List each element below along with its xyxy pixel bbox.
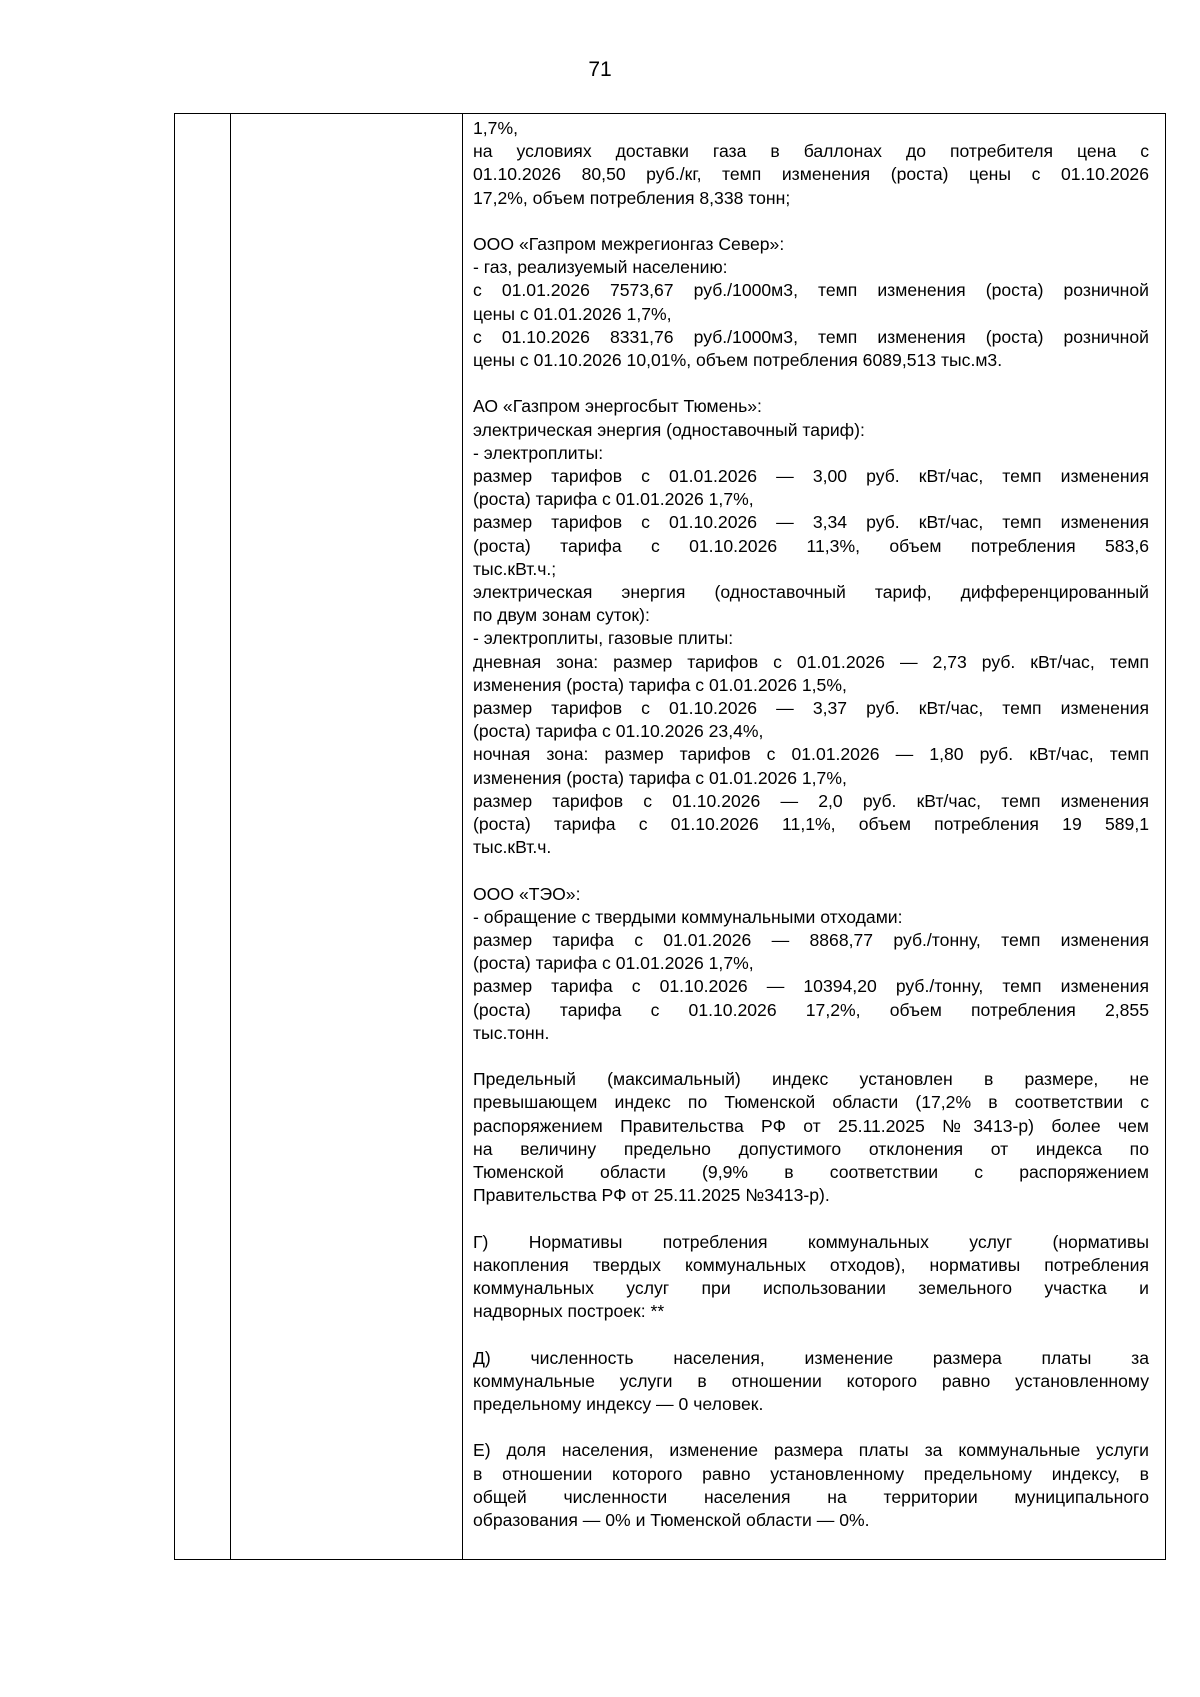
text-line: образования — 0% и Тюменской области — 0%.	[473, 1510, 870, 1531]
text-line: изменения (роста) тарифа с 01.01.2026 1,7%,	[473, 767, 847, 788]
text-line: цены с 01.01.2026 1,7%,	[473, 303, 672, 324]
text-line: - газ, реализуемый населению:	[473, 257, 728, 278]
text-line: распоряжением Правительства РФ от 25.11.2025 №3413-р) более чем	[473, 1115, 1149, 1136]
column-divider-2	[462, 114, 463, 1559]
text-line: Предельный (максимальный) индекс установлен в размере, не	[473, 1069, 1149, 1090]
text-line: превышающем индекс по Тюменской области (17,2% в соответствии с	[473, 1092, 1149, 1113]
text-line: тыс.кВт.ч.;	[473, 558, 557, 579]
text-line: с 01.10.2026 8331,76 руб./1000м3, темп изменения (роста) розничной	[473, 326, 1149, 347]
text-line: коммунальные услуги в отношении которого равно установленному	[473, 1370, 1149, 1391]
text-line: тыс.тонн.	[473, 1022, 550, 1043]
text-line: цены с 01.10.2026 10,01%, объем потребления 6089,513 тыс.м3.	[473, 350, 1003, 371]
text-line: размер тарифа с 01.10.2026 — 10394,20 руб./тонну, темп изменения	[473, 976, 1149, 997]
text-line: дневная зона: размер тарифов с 01.01.2026 — 2,73 руб. кВт/час, темп	[473, 651, 1149, 672]
text-line: ООО «Газпром межрегионгаз Север»:	[473, 234, 785, 254]
text-line: - электроплиты:	[473, 442, 604, 463]
text-line: размер тарифов с 01.10.2026 — 3,37 руб. кВт/час, темп изменения	[473, 698, 1149, 719]
text-line: Д) численность населения, изменение размера платы за	[473, 1347, 1149, 1368]
text-line: Правительства РФ от 25.11.2025 №3413-р).	[473, 1185, 830, 1206]
paragraph-gazprom-mezhregiongaz	[473, 233, 1149, 372]
text-line: 01.10.2026 80,50 руб./кг, темп изменения (роста) цены с 01.10.2026	[473, 164, 1149, 185]
text-line: накопления твердых коммунальных отходов), нормативы потребления	[473, 1254, 1149, 1275]
text-line: изменения (роста) тарифа с 01.01.2026 1,5%,	[473, 674, 847, 695]
text-line: (роста) тарифа с 01.10.2026 11,3%, объем потребления 583,6	[473, 535, 1149, 556]
paragraph-gazprom-energosbyt	[473, 395, 1149, 859]
text-line: общей численности населения на территории муниципального	[473, 1486, 1149, 1507]
text-line: электрическая энергия (одноставочный тариф, дифференцированный	[473, 582, 1149, 603]
text-line: Е) доля населения, изменение размера платы за коммунальные услуги	[473, 1440, 1149, 1461]
text-line: в отношении которого равно установленному предельному индексу, в	[473, 1463, 1149, 1484]
text-line: (роста) тарифа с 01.10.2026 11,1%, объем потребления 19 589,1	[473, 814, 1149, 835]
text-line: с 01.01.2026 7573,67 руб./1000м3, темп изменения (роста) розничной	[473, 280, 1149, 301]
text-line: ночная зона: размер тарифов с 01.01.2026 — 1,80 руб. кВт/час, темп	[473, 744, 1149, 765]
text-line: размер тарифа с 01.01.2026 — 8868,77 руб./тонну, темп изменения	[473, 930, 1149, 951]
text-line: на величину предельно допустимого отклонения от индекса по	[473, 1138, 1149, 1159]
text-line: (роста) тарифа с 01.10.2026 17,2%, объем потребления 2,855	[473, 999, 1149, 1020]
text-line: по двум зонам суток):	[473, 605, 650, 626]
text-line: электрическая энергия (одноставочный тариф):	[473, 419, 865, 440]
text-line: (роста) тарифа с 01.01.2026 1,7%,	[473, 953, 754, 974]
text-line: на условиях доставки газа в баллонах до потребителя цена с	[473, 141, 1149, 162]
text-line: (роста) тарифа с 01.01.2026 1,7%,	[473, 489, 754, 510]
paragraph-gas-cylinders	[473, 117, 1149, 210]
text-line: ООО «ТЭО»:	[473, 883, 581, 904]
page-number: 71	[588, 58, 612, 81]
paragraph-teo	[473, 883, 1149, 1045]
text-line: надворных построек: **	[473, 1301, 665, 1322]
text-line: (роста) тарифа с 01.10.2026 23,4%,	[473, 721, 764, 742]
text-line: коммунальных услуг при использовании земельного участка и	[473, 1278, 1149, 1299]
text-line: размер тарифов с 01.01.2026 — 3,00 руб. кВт/час, темп изменения	[473, 466, 1149, 487]
text-line: - обращение с твердыми коммунальными отходами:	[473, 906, 903, 927]
text-line: Тюменской области (9,9% в соответствии с распоряжением	[473, 1162, 1149, 1183]
paragraph-max-index	[473, 1068, 1149, 1207]
text-line: тыс.кВт.ч.	[473, 837, 552, 858]
document-table	[174, 113, 1166, 1560]
table-cell-content	[473, 117, 1149, 1532]
column-divider-1	[230, 114, 231, 1559]
text-line: 1,7%,	[473, 118, 518, 138]
text-line: размер тарифов с 01.10.2026 — 2,0 руб. кВт/час, темп изменения	[473, 790, 1149, 811]
paragraph-section-e	[473, 1439, 1149, 1532]
paragraph-section-g	[473, 1231, 1149, 1324]
text-line: АО «Газпром энергосбыт Тюмень»:	[473, 396, 762, 417]
text-line: 17,2%, объем потребления 8,338 тонн;	[473, 187, 791, 208]
text-line: предельному индексу — 0 человек.	[473, 1394, 764, 1415]
paragraph-section-d	[473, 1347, 1149, 1417]
text-line: - электроплиты, газовые плиты:	[473, 628, 734, 649]
text-line: размер тарифов с 01.10.2026 — 3,34 руб. кВт/час, темп изменения	[473, 512, 1149, 533]
text-line: Г) Нормативы потребления коммунальных услуг (нормативы	[473, 1231, 1149, 1252]
